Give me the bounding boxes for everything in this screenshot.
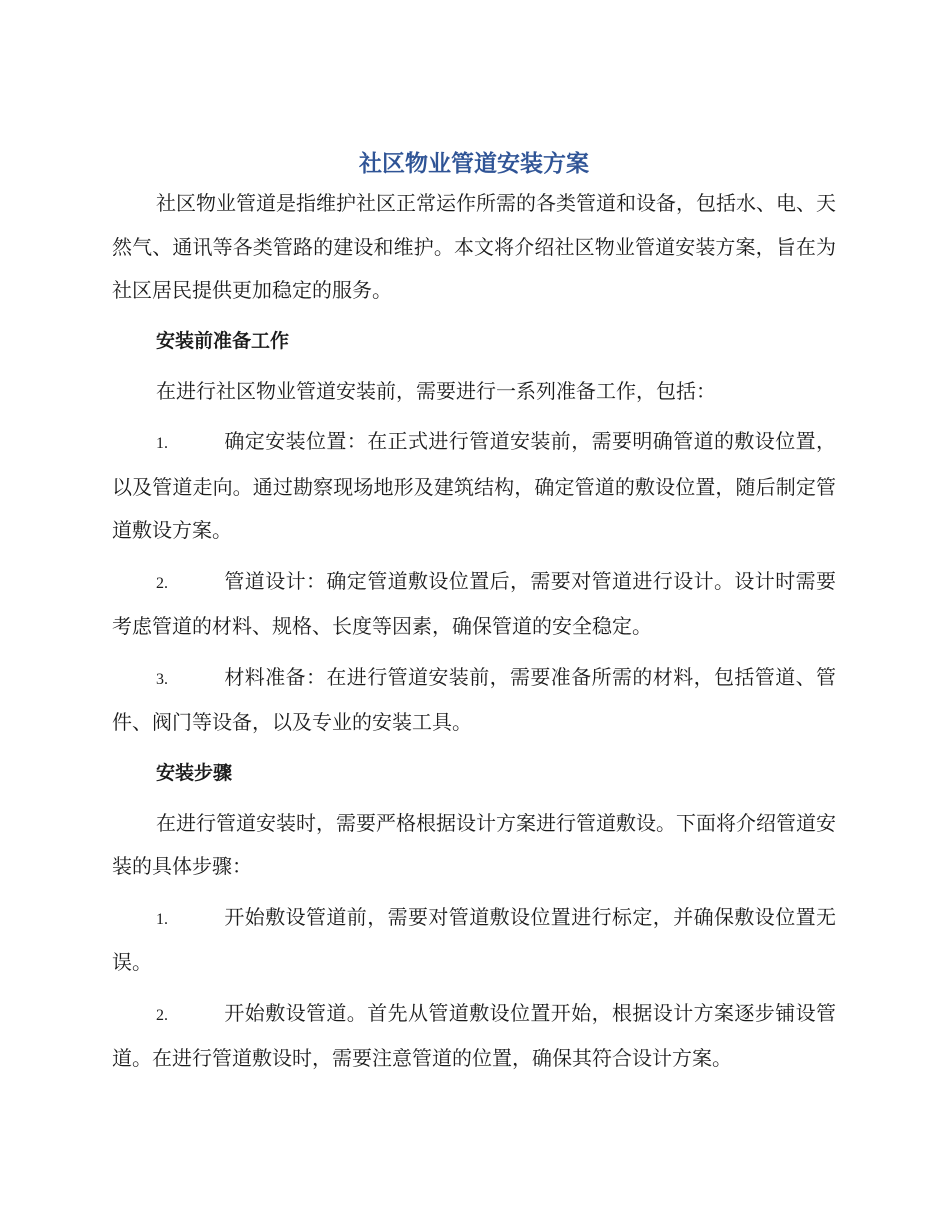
list-item-number: 2. — [156, 574, 168, 592]
list-item — [112, 656, 836, 745]
section-heading-preparation: 安装前准备工作 — [156, 329, 290, 352]
list-item-number: 2. — [156, 1006, 168, 1024]
section-heading-steps: 安装步骤 — [156, 761, 233, 784]
document-body — [112, 146, 836, 1081]
section2-lead-paragraph: 在进行管道安装时，需要严格根据设计方案进行管道敷设。下面将介绍管道安装的具体步骤： — [112, 810, 836, 878]
list-item-text: 开始敷设管道。首先从管道敷设位置开始，根据设计方案逐步铺设管道。在进行管道敷设时，需要注意管道的位置，确保其符合设计方案。 — [112, 1000, 836, 1070]
section1-lead-paragraph: 在进行社区物业管道安装前，需要进行一系列准备工作，包括： — [156, 378, 716, 403]
list-item-text: 材料准备：在进行管道安装前，需要准备所需的材料，包括管道、管件、阀门等设备，以及专业的安装工具。 — [112, 664, 836, 734]
intro-paragraph: 社区物业管道是指维护社区正常运作所需的各类管道和设备，包括水、电、天然气、通讯等各类管路的建设和维护。本文将介绍社区物业管道安装方案，旨在为社区居民提供更加稳定的服务。 — [112, 191, 836, 302]
list-item — [112, 560, 836, 649]
list-item — [112, 896, 836, 985]
list-item-number: 3. — [156, 670, 168, 688]
list-item-text: 确定安装位置：在正式进行管道安装前，需要明确管道的敷设位置，以及管道走向。通过勘察现场地形及建筑结构，确定管道的敷设位置，随后制定管道敷设方案。 — [112, 429, 836, 542]
list-item-number: 1. — [156, 435, 168, 452]
list-item — [112, 420, 836, 553]
list-item-text: 开始敷设管道前，需要对管道敷设位置进行标定，并确保敷设位置无误。 — [112, 904, 836, 974]
list-item — [112, 992, 836, 1081]
document-title: 社区物业管道安装方案 — [359, 151, 589, 177]
list-item-text: 管道设计：确定管道敷设位置后，需要对管道进行设计。设计时需要考虑管道的材料、规格、长度等因素，确保管道的安全稳定。 — [112, 568, 836, 638]
list-item-number: 1. — [156, 910, 168, 928]
